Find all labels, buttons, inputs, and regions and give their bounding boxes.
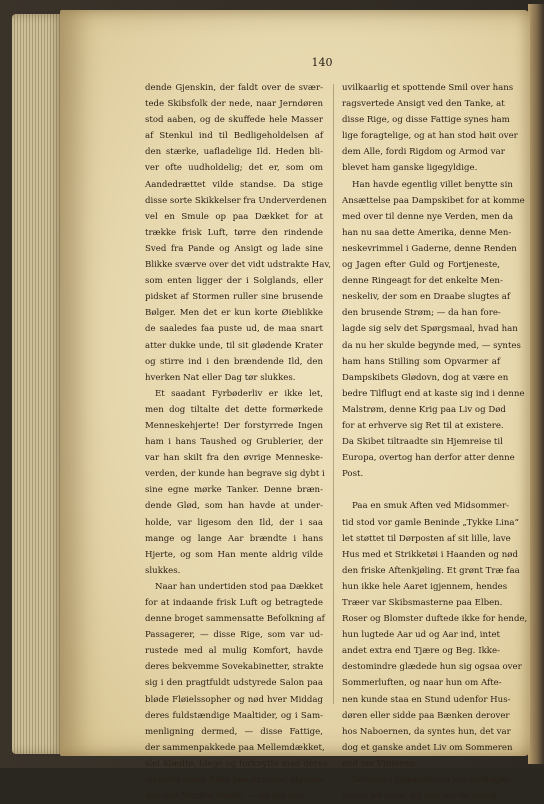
page-number: 140 (311, 56, 333, 69)
text-line: bløde Fløielssopher og nød hver Middag (145, 694, 323, 705)
text-line: Derinde i Gjæstestuen var undtagel- (352, 775, 511, 786)
text-line: bedre Tilflugt end at kaste sig ind i denne (342, 388, 525, 399)
text-line: hverken Nat eller Dag tør slukkes. (145, 372, 296, 383)
text-line: den nye Verden imøde, — da gik der (145, 791, 304, 802)
text-line: deres bekvemme Sovekabinetter, strakte (145, 662, 324, 673)
text-line: Hus med et Strikketøi i Haanden og nød (342, 549, 518, 560)
text-line: Post. (342, 469, 364, 480)
text-line: mange og lange Aar brændte i hans (145, 533, 323, 544)
text-line: disse sorte Skikkelser fra Underverdenen (145, 195, 327, 206)
text-line: Roser og Blomster duftede ikke for hende, (342, 614, 528, 625)
text-line: end om Vinteren. (342, 758, 418, 769)
text-line: og Jagen efter Guld og Fortjeneste, (342, 260, 500, 271)
text-line: sig i den pragtfuldt udstyrede Salon paa (145, 678, 323, 689)
text-line: disse Rige, og disse Fattige synes ham (342, 115, 510, 126)
text-line: for at erhverve sig Ret til at existere. (342, 420, 504, 431)
text-line: Blikke sværve over det vidt udstrakte Hav, (145, 260, 331, 271)
text-line: de saaledes faa puste ud, de maa snart (145, 324, 323, 335)
text-line: han nu saa dette Amerika, denne Men- (342, 227, 512, 238)
text-line: Sommerluften, og naar hun om Afte- (342, 678, 502, 689)
text-line: lige foragtelige, og at han stod høit over (342, 131, 518, 142)
text-line: neskevrimmel i Gaderne, denne Renden (342, 243, 517, 254)
text-line: Malstrøm, denne Krig paa Liv og Død (342, 404, 506, 415)
column-divider (333, 84, 334, 704)
text-line: for at indaande frisk Luft og betragtede (145, 598, 323, 608)
text-line (342, 482, 500, 498)
text-line: uvilkaarlig et spottende Smil over hans (342, 83, 514, 93)
text-line: som enten ligger der i Solglands, eller (145, 276, 323, 287)
text-line: blevet ham ganske ligegyldige. (342, 163, 478, 174)
text-line: andet extra end Tjære og Beg. Ikke- (342, 646, 500, 657)
text-line: sine egne mørke Tanker. Denne bræn- (145, 485, 323, 496)
text-line: med over til denne nye Verden, men da (342, 211, 514, 222)
text-line: denne broget sammensatte Befolkning af (145, 614, 325, 625)
text-line: Paa en smuk Aften ved Midsommer- (352, 501, 510, 512)
text-line: Menneskehjerte! Der forstyrrede Ingen (145, 420, 323, 431)
text-line: slet klædte, blege og forknytte med deres (145, 758, 328, 769)
text-line: Europa, overtog han derfor atter denne (342, 453, 515, 464)
text-line: lagde sig selv det Spørgsmaal, hvad han (342, 324, 518, 335)
text-line: hun ikke hele Aaret igjennem, hendes (342, 581, 508, 592)
text-line: Da Skibet tiltraadte sin Hjemreise til (342, 437, 503, 448)
text-line: tede Skibsfolk der nede, naar Jerndøren (145, 99, 323, 110)
text-line: den brusende Strøm; — da han fore- (342, 308, 501, 319)
text-line: menligning dermed, — disse Fattige, (145, 726, 323, 737)
text-line: Ansættelse paa Dampskibet for at komme (342, 195, 525, 206)
text-line: destomindre glædede hun sig ogsaa over (342, 662, 522, 673)
text-line: Naar han undertiden stod paa Dækket (155, 581, 324, 592)
text-line: rustede med al mulig Komfort, havde (145, 646, 323, 657)
text-line: denne Ringeagt for det enkelte Men- (342, 276, 503, 287)
text-line: Aandedrættet vilde standse. Da stige (145, 179, 323, 190)
text-line: Hjerte, og som Han mente aldrig vilde (145, 549, 323, 560)
text-line: den stærke, uafladelige Ild. Heden bli- (145, 147, 323, 158)
text-line: slukkes. (145, 565, 181, 576)
text-line: Passagerer, — disse Rige, som var ud- (145, 630, 323, 641)
text-line: dende Gjenskin, der faldt over de svær- (145, 83, 323, 93)
text-line: stakkels smaa Børn paa Armene, styrede (145, 775, 324, 786)
text-line: Han havde egentlig villet benytte sin (352, 179, 513, 190)
text-line: neskeliv, der som en Draabe slugtes af (342, 292, 511, 303)
text-line: pidsket af Stormen ruller sine brusende (145, 292, 323, 303)
text-line: Træer var Skibsmasterne paa Elben. (342, 598, 503, 608)
text-line: Sved fra Pande og Ansigt og lade sine (145, 243, 323, 254)
text-line: ver ofte uudholdelig; det er, som om (145, 163, 323, 174)
text-line: dende Glød, som han havde at under- (145, 501, 323, 512)
text-line: Dampskibets Glødovn, dog at være en (342, 372, 509, 383)
text-line: var han skilt fra den øvrige Menneske- (145, 453, 323, 464)
text-line: vel en Smule op paa Dækket for at (145, 211, 323, 222)
text-line: men dog tiltalte det dette formørkede (145, 404, 323, 415)
book-cover-edge (528, 4, 544, 764)
text-line: døren eller sidde paa Bænken derover (342, 710, 510, 721)
text-line: da nu her skulde begynde med, — syntes (342, 340, 521, 351)
text-line: holde, var ligesom den Ild, der i saa (145, 517, 323, 528)
text-line: Bølger. Men det er kun korte Øieblikke (145, 308, 323, 319)
text-line: og stirre ind i den brændende Ild, den (145, 356, 323, 367)
text-line: dem Alle, fordi Rigdom og Armod var (342, 147, 505, 158)
text-line: deres fuldstændige Maaltider, og i Sam- (145, 710, 323, 721)
text-line: der sammenpakkede paa Mellemdækket, (145, 742, 325, 753)
text-line: dog et ganske andet Liv om Sommeren (342, 742, 513, 753)
text-line: sesvis alt tomt, og hun havde netop (342, 791, 497, 802)
text-line: tid stod vor gamle Beninde „Tykke Lina“ (342, 517, 519, 528)
text-line: verden, der kunde han begrave sig dybt i (145, 469, 325, 480)
text-line: stod aaben, og de skuffede hele Masser (145, 115, 323, 126)
text-line: ham i hans Taushed og Grublerier, der (145, 437, 323, 448)
left-text-column (145, 80, 331, 804)
text-line: ragsvertede Ansigt ved den Tanke, at (342, 99, 505, 110)
text-line: hos Naboernen, da syntes hun, det var (342, 726, 511, 737)
text-line: trække frisk Luft, tørre den rindende (145, 227, 323, 238)
text-line: den friske Aftenkjøling. Et grønt Træ faa (342, 565, 520, 576)
text-line: hun lugtede Aar ud og Aar ind, intet (342, 630, 501, 641)
text-line: Et saadant Fyrbøderliv er ikke let, (155, 388, 323, 399)
text-line: af Stenkul ind til Bedligeholdelsen af (145, 131, 323, 142)
right-text-column (342, 80, 528, 804)
page-stack-edge (12, 14, 64, 754)
text-line: atter dukke unde, til sit glødende Krater (145, 340, 323, 351)
text-line: let støttet til Dørposten af sit lille, lave (342, 533, 511, 544)
text-line: nen kunde staa en Stund udenfor Hus- (342, 694, 511, 705)
text-line: ham hans Stilling som Opvarmer af (342, 356, 500, 367)
